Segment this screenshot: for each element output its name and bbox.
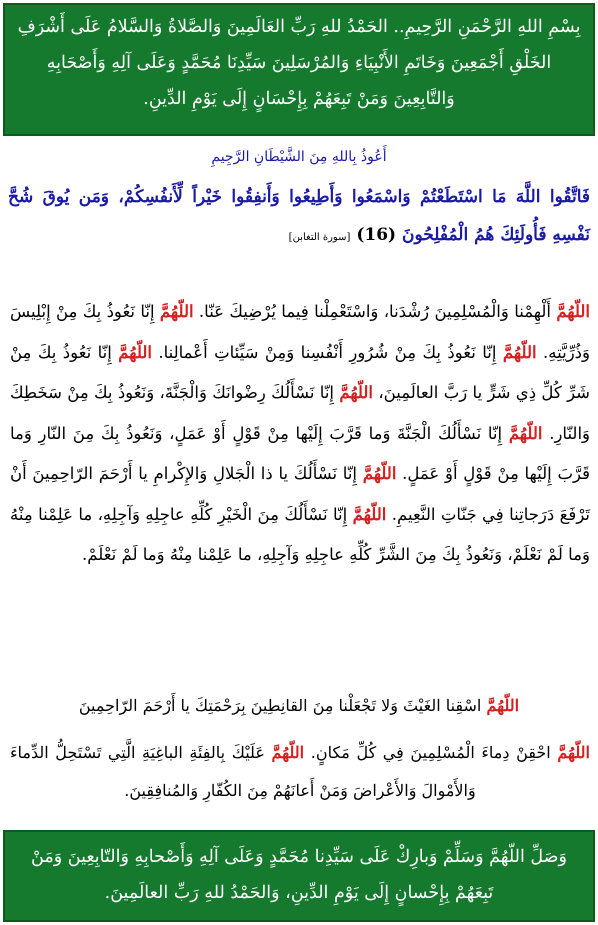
rain-dua-text: اسْقِنا الغَيْثَ وَلا تَجْعَلْنا مِنَ القانِطِينَ بِرَحْمَتِكَ يا أَرْحَمَ الرّاحِمِينَ (78, 696, 482, 715)
allahumma-label: اللّهُمَّ (557, 743, 590, 762)
allahumma-label: اللّهُمَّ (508, 423, 543, 443)
dua-text: إِنّا نَعُوذُ بِكَ مِنْ إِبْلِيسَ وَذُرِّيَّتِهِ. (10, 302, 590, 362)
dua-text: إِنّا نَعُوذُ بِكَ مِنْ شَرِّ كُلِّ ذِي شَرٍّ يا رَبَّ العالَمِينَ، (10, 342, 590, 402)
dua-paragraph (10, 292, 590, 576)
allahumma-label: اللّهُمَّ (339, 383, 374, 402)
final-dua (10, 734, 590, 810)
allahumma-label: اللّهُمَّ (159, 302, 194, 321)
allahumma-label: اللّهُمَّ (352, 504, 387, 524)
allahumma-label: اللّهُمَّ (556, 302, 590, 321)
dua-text: إِنّا نَسْأَلُكَ مِنَ الْخَيْرِ كُلِّهِ عاجِلِهِ وَآجِلِهِ، ما عَلِمْنا مِنْهُ وَما لَمْ نَعْلَمْ، وَنَعُوذُ بِكَ مِنَ الشَّرِّ كُلِّهِ عاجِلِهِ وَآجِلِهِ، ما عَلِمْنا مِنْهُ وَما لَمْ نَعْلَمْ. (10, 504, 590, 564)
rain-dua (0, 686, 598, 726)
dua-text: إِنّا نَعُوذُ بِكَ مِنْ شُرُورِ أَنْفُسِنا وَمِنْ سَيِّئاتِ أَعْمالِنا. (158, 342, 497, 362)
footer-banner (3, 830, 595, 922)
dua-text: أَلْهِمْنا وَالْمُسْلِمِينَ رُشْدَنا، وَاسْتَعْمِلْنا فِيما يُرْضِيكَ عَنّا. (198, 302, 551, 321)
header-banner (3, 3, 595, 136)
allahumma-label: اللّهُمَّ (118, 342, 152, 362)
header-text: بِسْمِ اللهِ الرَّحْمَنِ الرَّحِيمِ.. الحَمْدُ للهِ رَبِّ العَالَمِينَ وَالصَّلاةُ وَالسَّلامُ عَلَى أَشْرَفِ الخَلْقِ أَجْمَعِينَ وَخَاتَمِ الأَنْبِيَاءِ وَالمُرْسَلِينَ سَيِّدِنَا مُحَمَّدٍ وَعَلَى آلِهِ وَأَصْحَابِهِ وَالتَّابِعِينَ وَمَنْ تَبِعَهُمْ بِإِحْسَانٍ إِلَى يَوْمِ الدِّينِ. (17, 17, 581, 109)
surah-reference: [سورة التغابن] (288, 232, 351, 243)
dua-text: إِنّا نَسْأَلُكَ الْجَنَّةَ وَما قَرَّبَ إِلَيْها مِنْ قَوْلٍ أَوْ عَمَلٍ، وَنَعُوذُ بِكَ مِنَ النّارِ وَما قَرَّبَ إِلَيْها مِنْ قَوْلٍ أَوْ عَمَلٍ. (10, 423, 591, 483)
quran-verse (8, 178, 590, 257)
verse-number: (16) (356, 225, 397, 245)
dua-text: إِنّا نَسْأَلُكَ يا ذا الْجَلالِ وَالإِكْرامِ يا أَرْحَمَ الرّاحِمِينَ أَنْ تَرْفَعَ دَرَجاتِنا فِي جَنّاتِ النَّعِيمِ. (10, 464, 591, 524)
verse-text: فَاتَّقُوا اللَّهَ مَا اسْتَطَعْتُمْ وَاسْمَعُوا وَأَطِيعُوا وَأَنفِقُوا خَيْراً لِّأَنفُسِكُمْ، وَمَن يُوقَ شُحَّ نَفْسِهِ فَأُولَئِكَ هُمُ الْمُفْلِحُونَ (8, 187, 590, 245)
allahumma-label: اللّهُمَّ (362, 464, 397, 483)
allahumma-label: اللّهُمَّ (271, 743, 305, 762)
final-dua-text: عَلَيْكَ بِالفِئَةِ الباغِيَةِ الَّتِي تَسْتَحِلُّ الدِّماءَ وَالأَمْوالَ وَالأَعْراضَ وَمَنْ أَعانَهُمْ مِنَ الكُفّارِ وَالمُنافِقِينَ. (10, 743, 476, 800)
dua-text: إِنّا نَسْأَلُكَ رِضْوانَكَ وَالْجَنَّةَ، وَنَعُوذُ بِكَ مِنْ سَخَطِكَ وَالنّارِ. (10, 383, 591, 443)
allahumma-label: اللّهُمَّ (502, 342, 537, 362)
istiadha-line: أَعُوذُ بِاللهِ مِنَ الشَّيْطَانِ الرَّجِيمِ (211, 149, 387, 165)
allahumma-label: اللّهُمَّ (486, 696, 520, 715)
footer-text: وَصَلِّ اللّهُمَّ وَسَلِّمْ وَبارِكْ عَلَى سَيِّدِنا مُحَمَّدٍ وَعَلَى آلِهِ وَأَصْحابِهِ وَالتّابِعِينَ وَمَنْ تَبِعَهُمْ بِإِحْسانٍ إِلَى يَوْمِ الدِّينِ، وَالحَمْدُ للهِ رَبِّ العالَمِينَ. (31, 847, 567, 903)
final-dua-text: احْقِنْ دِماءَ الْمُسْلِمِينَ فِي كُلِّ مَكانٍ. (310, 743, 551, 762)
